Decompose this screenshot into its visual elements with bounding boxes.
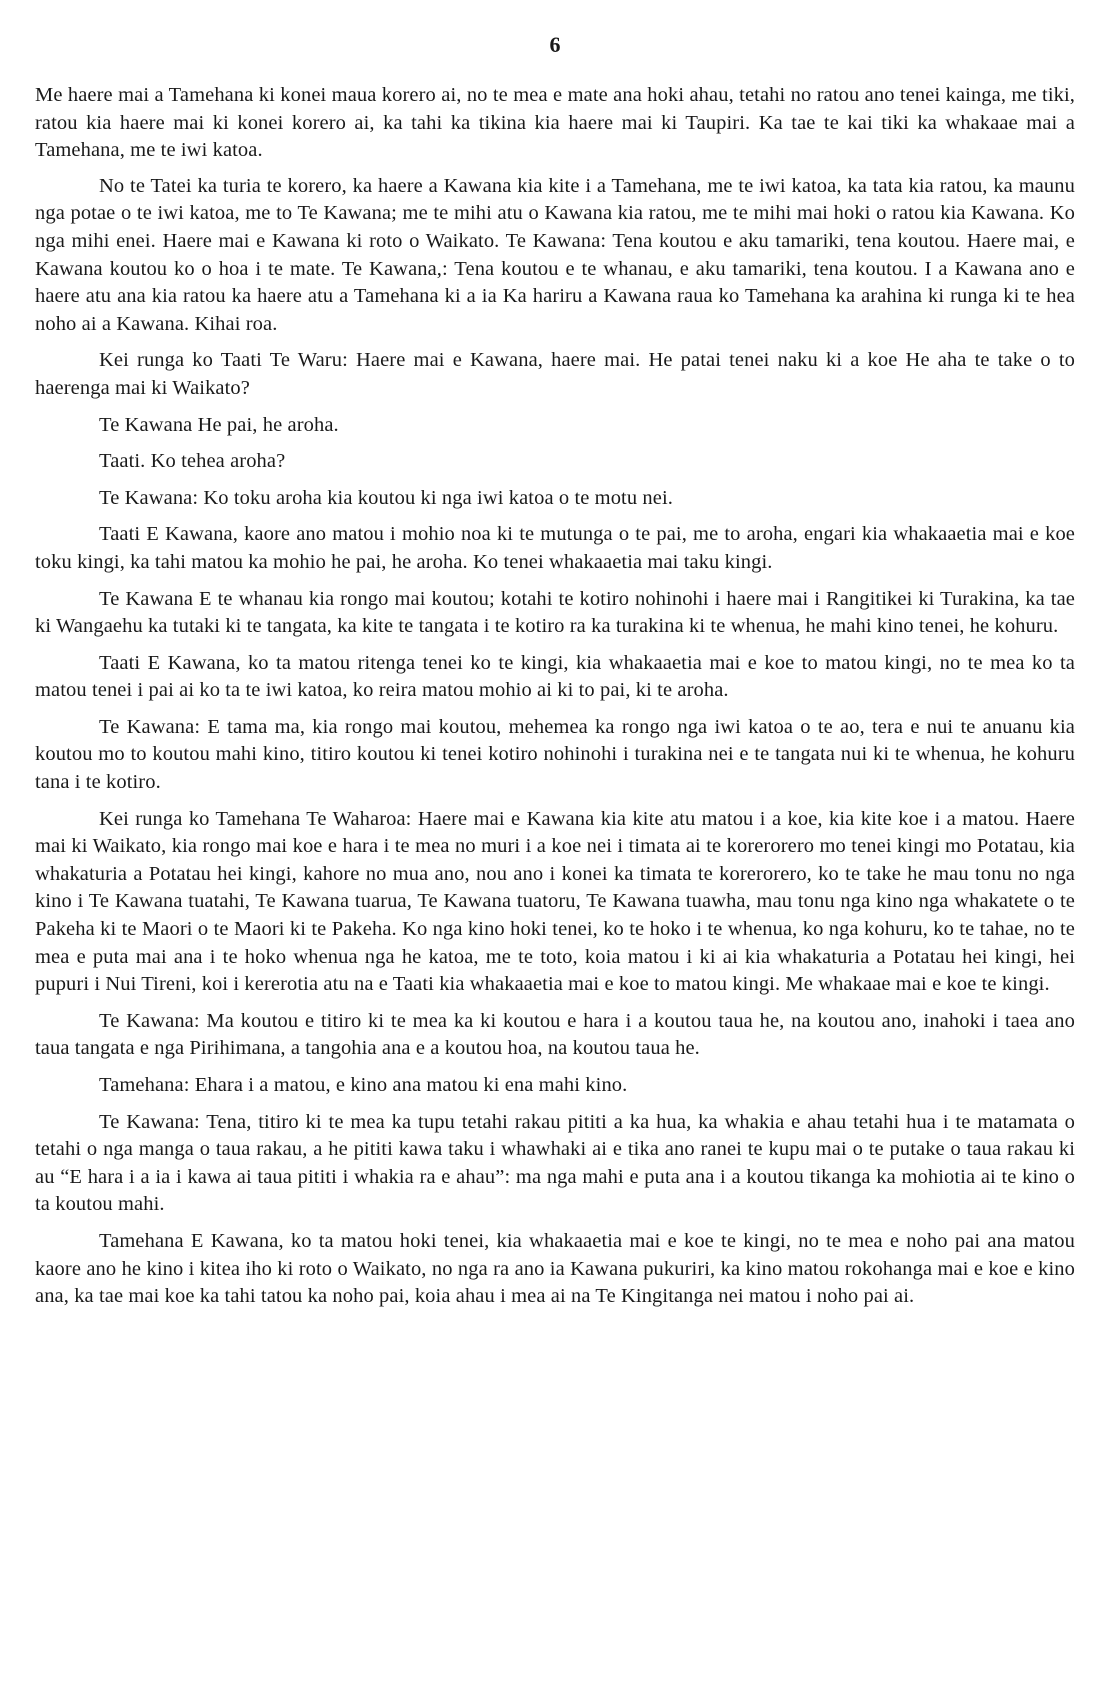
paragraph-kawana-reply-2: Te Kawana: Ko toku aroha kia koutou ki nga iwi katoa o te motu nei. [99,486,673,509]
paragraph-kawana-tama-ma: Te Kawana: E tama ma, kia rongo mai koutou, mehemea ka rongo nga iwi katoa o te ao, tera e nui te anuanu kia koutou mo to koutou mahi kino, titiro koutou ki tenei kotiro nohinohi i turakina nei e te tangata nui ki te whenua, he kohuru tana i te kotiro. [35,715,1075,794]
document-page [35,0,1075,1696]
page-number: 6 [549,32,561,57]
paragraph-intro: Me haere mai a Tamehana ki konei maua korero ai, no te mea e mate ana hoki ahau, tetahi no ratou ano tenei kainga, me tiki, ratou kia haere mai ki konei korero ai, ka tahi ka tikina kia haere mai ki Taupiri. Ka tae te kai tiki ka whakaae mai a Tamehana, me te iwi katoa. [35,84,1075,162]
paragraph-taati-reply-1: Taati. Ko tehea aroha? [99,450,286,473]
paragraph-kawana-titiro: Te Kawana: Ma koutou e titiro ki te mea ka ki koutou e hara i a koutou taua he, na koutou ano, inahoki i taea ano taua tangata e nga Pirihimana, a tangohia ana e a koutou hoa, na koutou taua he. [35,1009,1075,1060]
body-text [35,82,1075,1320]
paragraph-kawana-kotiro: Te Kawana E te whanau kia rongo mai koutou; kotahi te kotiro nohinohi i haere mai i Rangitikei ki Turakina, ka tae ki Wangaehu ka tutaki ki te tangata, ka kite te tangata i te kotiro ra ka turakina ki te whenua, he mahi kino tenei, he kohuru. [35,587,1075,638]
paragraph-tatei-greeting: No te Tatei ka turia te korero, ka haere a Kawana kia kite i a Tamehana, me te iwi katoa, ka tata kia ratou, ka maunu nga potae o te iwi katoa, me to Te Kawana; me te mihi atu o Kawana kia ratou, me te mihi mai hoki o ratou kia Kawana. Ko nga mihi enei. Haere mai e Kawana ki roto o Waikato. Te Kawana: Tena koutou e aku tamariki, tena koutou. Haere mai, e Kawana koutou ko o hoa i te mate. Te Kawana,: Tena koutou e te whanau, e aku tamariki, tena koutou. I a Kawana ano e haere atu ana kia ratou ka haere atu a Tamehana ki a ia Ka hariru a Kawana raua ko Tamehana ka arahina ki runga ki te hea noho ai a Kawana. Kihai roa. [35,174,1075,335]
paragraph-tamehana-waharoa: Kei runga ko Tamehana Te Waharoa: Haere mai e Kawana kia kite atu matou i a koe, kia kite koe i a matou. Haere mai ki Waikato, kia rongo mai koe e hara i te mea no muri i a koe nei i timata ai te korerorero mo tenei kingi mo Potatau, kia whakaturia a Potatau hei kingi, kahore no mua ano, nou ano i konei ka timata te korerorero, ko te take he mau tonu no nga kino i Te Kawana tuatahi, Te Kawana tuarua, Te Kawana tuatoru, Te Kawana tuawha, mau tonu nga kino nga whakatete o te Pakeha ki te Maori o te Maori ki te Pakeha. Ko nga kino hoki tenei, ko te hoko i te whenua, ko nga kohuru, ko te tahae, no te mea e puta mai ana i te hoko whenua nga he katoa, me te toto, koia matou i ki ai kia whakaturia a Potatau hei kingi, hei pupuri i Nui Tireni, koi i kererotia atu na e Taati kia whakaaetia mai e koe to matou kingi. Me whakaae mai e koe te kingi. [35,807,1075,996]
paragraph-taati-reply-2: Taati E Kawana, kaore ano matou i mohio noa ki te mutunga o te pai, me to aroha, engari kia whakaaetia mai e koe toku kingi, ka tahi matou ka mohio he pai, he aroha. Ko tenei whakaaetia mai taku kingi. [35,523,1075,573]
paragraph-kawana-reply-1: Te Kawana He pai, he aroha. [99,413,339,436]
paragraph-taati-question: Kei runga ko Taati Te Waru: Haere mai e Kawana, haere mai. He patai tenei naku ki a koe He aha te take o to haerenga mai ki Waikato? [35,349,1075,399]
paragraph-kawana-pititi: Te Kawana: Tena, titiro ki te mea ka tupu tetahi rakau pititi a ka hua, ka whakia e ahau tetahi hua i te matamata o tetahi o nga manga o taua rakau, a he pititi kawa taku i whawhaki ai e tika ano ranei te kupu mai o te putake o taua rakau ki au “E hara i a ia i kawa ai taua pititi i whakia ra e ahau”: ma nga mahi e puta ana i a koutou tikanga ka mohiotia ai te kino o ta koutou mahi. [35,1110,1075,1216]
paragraph-tamehana-ehara: Tamehana: Ehara i a matou, e kino ana matou ki ena mahi kino. [99,1074,628,1096]
paragraph-tamehana-kingi: Tamehana E Kawana, ko ta matou hoki tenei, kia whakaaetia mai e koe te kingi, no te mea e noho pai ana matou kaore ano he kino i kitea iho ki roto o Waikato, no nga ra ano ia Kawana pukuriri, ka kino matou rokohanga mai e koe e kino ana, ka tae mai koe ka tahi tatou ka noho pai, koia ahau i mea ai na Te Kingitanga nei matou i noho pai ai. [35,1229,1075,1308]
paragraph-taati-ritenga: Taati E Kawana, ko ta matou ritenga tenei ko te kingi, kia whakaaetia mai e koe to matou kingi, no te mea ko ta matou tenei i pai ai ko ta te iwi katoa, ko reira matou mohio ai ki to pai, ki te aroha. [35,651,1075,702]
